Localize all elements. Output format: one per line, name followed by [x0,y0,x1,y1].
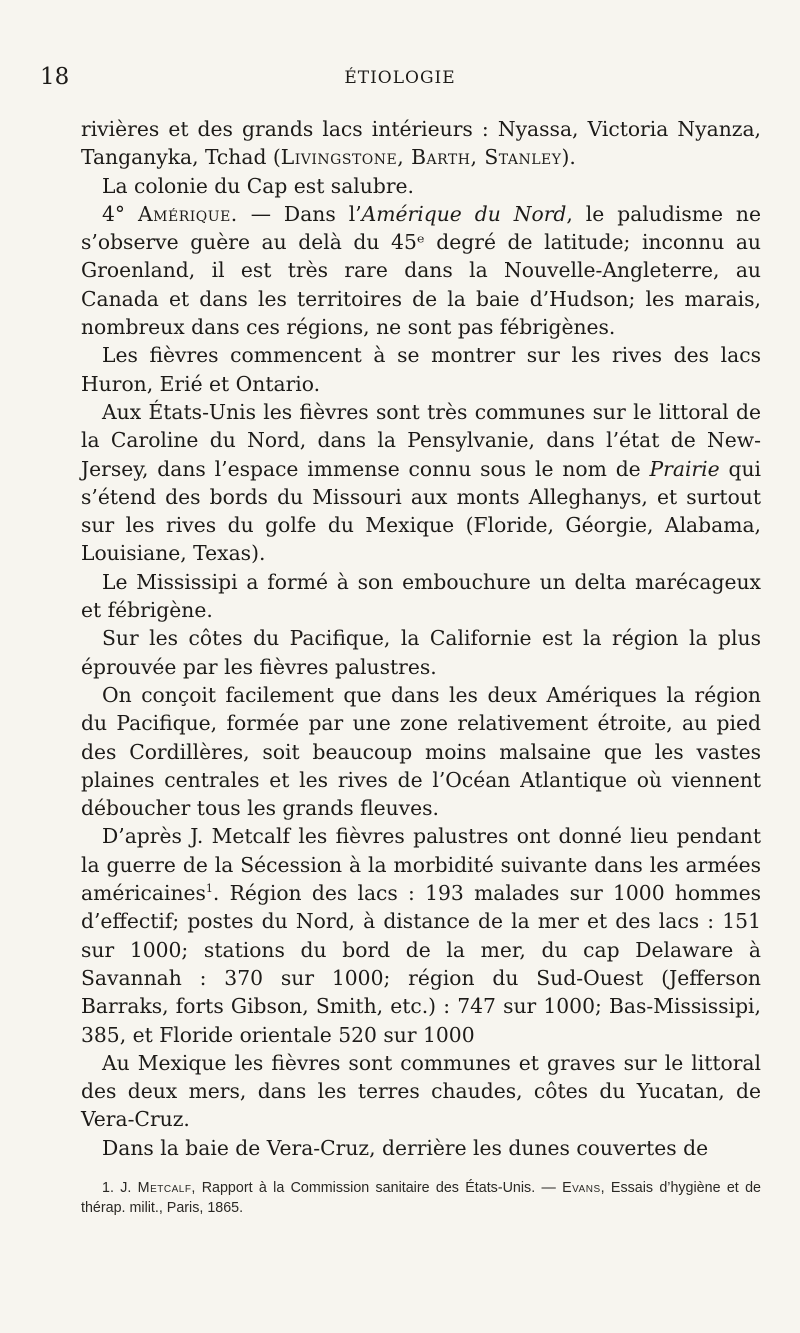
page-header [40,64,760,104]
paragraph: On conçoit facilement que dans les deux Amériques la région du Pacifique, formée par une zone relativement étroite, au pied des Cordillères, soit beaucoup moins malsaine que les vastes plaines centrales et les rives de l’Océan Atlantique où viennent déboucher tous les grands fleuves. [81,682,761,821]
paragraph: 4° Amérique. — Dans l’Amérique du Nord, le paludisme ne s’observe guère au delà du 45ᵉ degré de latitude; inconnu au Groenland, il est très rare dans la Nouvelle-Angleterre, au Canada et dans les territoires de la baie d’Hudson; les marais, nombreux dans ces régions, ne sont pas fébrigènes. [81,201,761,340]
author-names: Livingstone, Barth, Stanley [280,145,562,170]
section-number: 4° [102,201,126,226]
section-label: Amérique. [138,201,238,226]
paragraph: rivières et des grands lacs intérieurs : Nyassa, Victoria Nyanza, Tanganyka, Tchad (Livingstone, Barth, Stanley). [81,117,761,170]
running-title: ÉTIOLOGIE [344,68,456,88]
paragraph: D’après J. Metcalf les fièvres palustres ont donné lieu pendant la guerre de la Sécession à la morbidité suivante dans les armées américaines$^1$. Région des lacs : 193 malades sur 1000 hommes d’effectif; postes du Nord, à distance de la mer et des lacs : 151 sur 1000; stations du bord de la mer, du cap Delaware à Savannah : 370 sur 1000; région du Sud-Ouest (Jefferson Barraks, forts Gibson, Smith, etc.) : 747 sur 1000; Bas-Mississipi, 385, et Floride orientale 520 sur 1000 [81,824,761,1047]
body-text [81,115,761,1162]
paragraph: Le Mississipi a formé à son embouchure un delta marécageux et fébrigène. [81,569,761,623]
paragraph: Sur les côtes du Pacifique, la Californie est la région la plus éprouvée par les fièvres palustres. [81,626,761,679]
paragraph: Dans la baie de Vera-Cruz, derrière les dunes couvertes de [102,1135,709,1160]
footnotes [81,1178,761,1218]
page-number: 18 [40,64,70,90]
paragraph: Aux États-Unis les fièvres sont très communes sur le littoral de la Caroline du Nord, dans la Pensylvanie, dans l’état de New-Jersey, dans l’espace immense connu sous le nom de Prairie qui s’étend des bords du Missouri aux monts Alleghanys, et surtout sur les rives du golfe du Mexique (Floride, Géorgie, Alabama, Louisiane, Texas). [81,399,761,566]
paragraph: La colonie du Cap est salubre. [102,173,414,198]
footnote-ref[interactable]: 1 [205,882,213,896]
footnote: 1. J. Metcalf, Rapport à la Commission sanitaire des États-Unis. — Evans, Essais d’hygiène et de thérap. milit., Paris, 1865. [81,1180,761,1216]
paragraph: Au Mexique les fièvres sont communes et graves sur le littoral des deux mers, dans les terres chaudes, côtes du Yucatan, de Vera-Cruz. [81,1050,761,1132]
paragraph: Les fièvres commencent à se montrer sur les rives des lacs Huron, Erié et Ontario. [81,343,761,396]
